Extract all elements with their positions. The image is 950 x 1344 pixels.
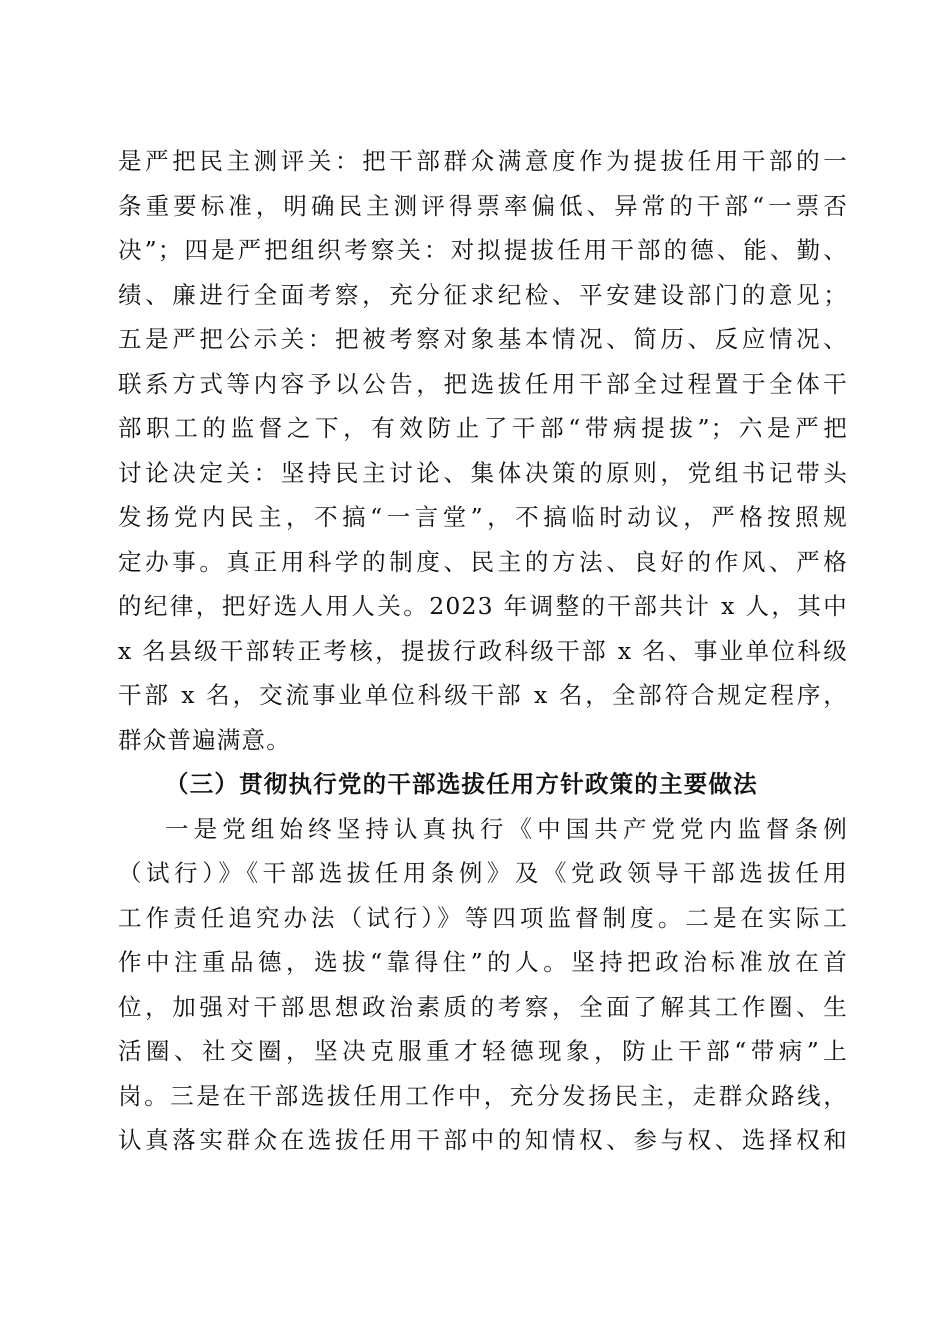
text-line: 条重要标准，明确民主测评得票率偏低、异常的干部“一票否: [118, 191, 848, 220]
text-line: 的纪律，把好选人用人关。2023 年调整的干部共计 x 人，其中: [118, 592, 848, 620]
section-heading: （三）贯彻执行党的干部选拔任用方针政策的主要做法: [165, 770, 758, 798]
text-line: 是严把民主测评关：把干部群众满意度作为提拔任用干部的一: [118, 147, 848, 175]
text-line: 认真落实群众在选拔任用干部中的知情权、参与权、选择权和: [118, 1126, 848, 1154]
paragraph-first-line: 一是党组始终坚持认真执行《中国共产党党内监督条例: [165, 814, 848, 843]
text-line: 群众普遍满意。: [118, 725, 291, 754]
text-line: 五是严把公示关：把被考察对象基本情况、简历、反应情况、: [118, 325, 848, 353]
text-line: 位，加强对干部思想政治素质的考察，全面了解其工作圈、生: [118, 992, 848, 1021]
text-line: 发扬党内民主，不搞“一言堂”，不搞临时动议，严格按照规: [118, 503, 848, 531]
text-line: 活圈、社交圈，坚决克服重才轻德现象，防止干部“带病”上: [118, 1037, 848, 1065]
text-line: 部职工的监督之下，有效防止了干部“带病提拔”；六是严把: [118, 414, 848, 442]
text-line: 工作责任追究办法（试行）》等四项监督制度。二是在实际工: [118, 903, 848, 932]
body-text: [118, 139, 848, 1163]
text-line: 干部 x 名，交流事业单位科级干部 x 名，全部符合规定程序，: [118, 681, 848, 709]
text-line: 岗。三是在干部选拔任用工作中，充分发扬民主，走群众路线，: [118, 1081, 848, 1110]
text-line: 定办事。真正用科学的制度、民主的方法、良好的作风、严格: [118, 547, 848, 576]
text-line: 作中注重品德，选拔“靠得住”的人。坚持把政治标准放在首: [118, 948, 848, 976]
text-line: x 名县级干部转正考核，提拔行政科级干部 x 名、事业单位科级: [118, 636, 848, 665]
text-line: （试行）》《干部选拔任用条例》及《党政领导干部选拔任用: [118, 859, 848, 887]
text-line: 决”；四是严把组织考察关：对拟提拔任用干部的德、能、勤、: [118, 236, 848, 264]
text-line: 绩、廉进行全面考察，充分征求纪检、平安建设部门的意见；: [118, 280, 848, 309]
text-line: 联系方式等内容予以公告，把选拔任用干部全过程置于全体干: [118, 369, 848, 398]
text-line: 讨论决定关：坚持民主讨论、集体决策的原则，党组书记带头: [118, 458, 848, 487]
